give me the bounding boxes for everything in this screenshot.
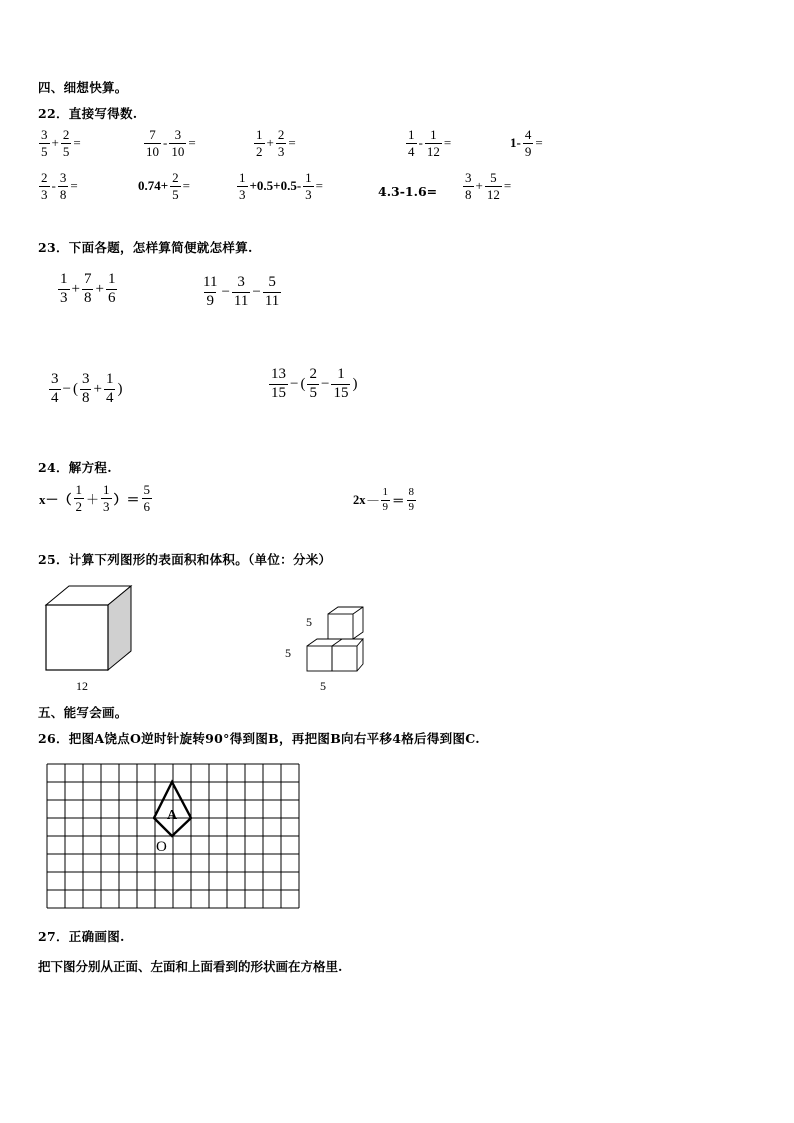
q22-item-9: 4.3-1.6= [378,184,438,199]
section-four-heading: 四、细想快算。 [38,80,128,95]
question-27-title: 27．正确画图. [38,929,125,944]
shape-a-label: A [167,808,178,823]
q22-item-7: 0.74+ $\frac{2}{5}$ = [138,170,191,202]
lower-left-cube-front [307,646,332,671]
q23-expression-3: $\frac{3}{4}$ − ( $\frac{3}{8}$ + $\frac{1}{4}$ ) [51,371,123,406]
q22-item-3: $\frac{1}{2}$ + $\frac{2}{3}$ = [256,127,296,159]
lower-right-cube-front [332,646,357,671]
stack-label-bottom: 5 [320,679,326,693]
stack-label-top: 5 [306,615,312,629]
q22-item-4: $\frac{1}{4}$ - $\frac{1}{12}$ = [408,127,452,159]
point-o-label: O [156,839,167,855]
q23-expression-1: $\frac{1}{3}$ + $\frac{7}{8}$ + $\frac{1}{6}$ [60,271,116,306]
cube-edge-label: 12 [76,679,88,693]
q23-expression-4: $\frac{13}{15}$ − ( $\frac{2}{5}$ − $\frac{1}{15}$ ) [271,366,358,401]
question-27-instruction: 把下图分别从正面、左面和上面看到的形状画在方格里. [38,959,343,974]
question-25-title: 25．计算下列图形的表面积和体积。（单位：分米） [38,552,332,567]
q22-item-8: $\frac{1}{3}$ +0.5+0.5- $\frac{1}{3}$ = [239,170,323,202]
section-five-heading: 五、能写会画。 [38,705,128,720]
upper-cube-front [328,614,353,639]
cube-front-face [46,605,108,670]
q23-expression-2: $\frac{11}{9}$ − $\frac{3}{11}$ − $\frac{5}{11}$ [203,274,280,309]
q22-item-1: $\frac{3}{5}$ + $\frac{2}{5}$ = [41,127,81,159]
question-23-title: 23．下面各题，怎样算简便就怎样算. [38,240,253,255]
question-26-title: 26．把图A饶点O逆时针旋转90°得到图B，再把图B向右平移4格后得到图C. [38,731,480,746]
stack-label-left: 5 [285,646,291,660]
question-24-title: 24．解方程. [38,460,112,475]
cube-figure [40,582,140,674]
rotation-grid [45,762,301,910]
upper-cube-edges [328,607,363,639]
q24-equation-2: 2x — $\frac{1}{9}$ ＝ $\frac{8}{9}$ [353,486,415,513]
q22-item-6: $\frac{2}{3}$ - $\frac{3}{8}$ = [41,170,78,202]
q22-item-2: $\frac{7}{10}$ - $\frac{3}{10}$ = [146,127,196,159]
q24-equation-1: x－（ $\frac{1}{2}$ ＋ $\frac{1}{3}$ ）＝ $\frac{5}{6}$ [39,482,151,514]
q22-item-5: 1- $\frac{4}{9}$ = [510,127,543,159]
question-22-title: 22．直接写得数. [38,106,138,121]
q22-item-10: $\frac{3}{8}$ + $\frac{5}{12}$ = [465,170,512,202]
